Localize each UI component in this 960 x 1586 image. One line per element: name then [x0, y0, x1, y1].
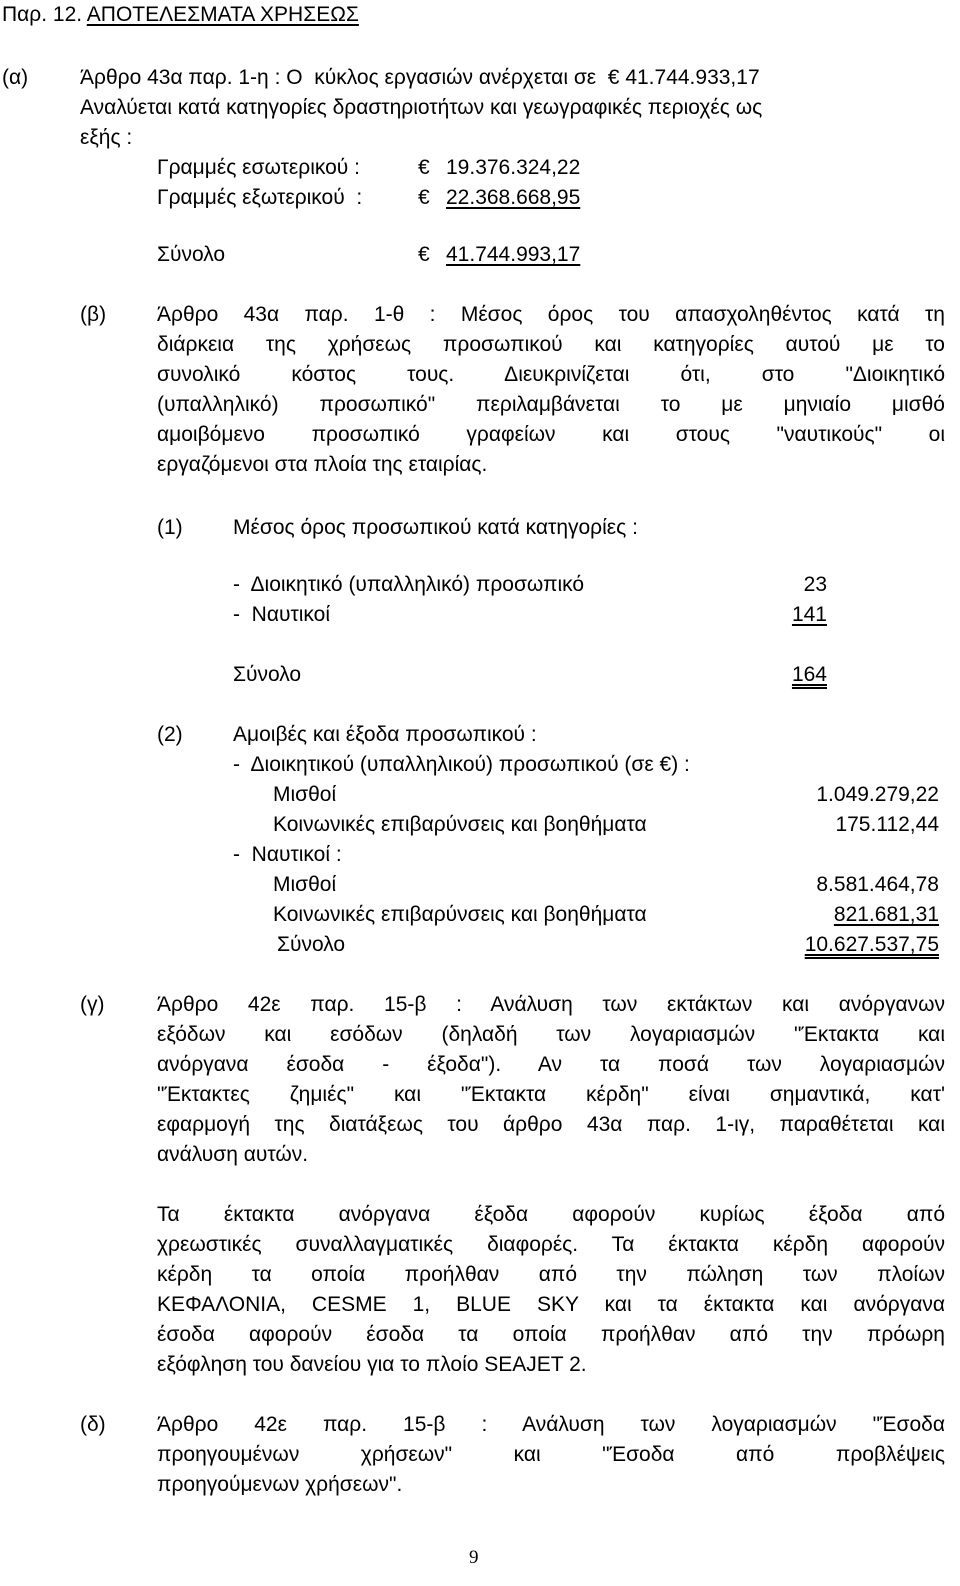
section-c-line-4: "Έκτακτες ζημιές" και "Έκτακτα κέρδη" είναι σημαντικά, κατ' [157, 1083, 945, 1106]
domestic-lines-currency: € [418, 156, 430, 179]
cost-total-label: Σύνολο [277, 933, 346, 956]
seamen-count: 141 [791, 603, 827, 626]
section-c-p2-line-5: έσοδα αφορούν έσοδα τα οποία προήλθαν από την πρόωρη [157, 1323, 945, 1346]
section-a-line-2: Αναλύεται κατά κατηγορίες δραστηριοτήτων και γεωγραφικές περιοχές ως [80, 96, 763, 119]
admin-social-value: 175.112,44 [835, 813, 939, 836]
section-b-line-4: (υπαλληλικό) προσωπικό" περιλαμβάνεται το με μηνιαίο μισθό [157, 393, 945, 416]
admin-staff-count: 23 [803, 573, 827, 596]
section-a-line-1: Άρθρο 43α παρ. 1-η : Ο κύκλος εργασιών ανέρχεται σε € 41.744.933,17 [80, 66, 760, 89]
domestic-lines-value: 19.376.324,22 [446, 156, 581, 179]
heading-prefix: Παρ. 12. [2, 3, 87, 26]
section-a-line-3: εξής : [80, 126, 133, 149]
admin-social-label: Κοινωνικές επιβαρύνσεις και βοηθήματα [273, 813, 647, 836]
section-d-line-1: Άρθρο 42ε παρ. 15-β : Ανάλυση των λογαριασμών "Έσοδα [157, 1413, 945, 1436]
admin-salaries-value: 1.049.279,22 [816, 783, 939, 806]
subsection-2-number: (2) [157, 723, 183, 746]
section-c-line-6: ανάλυση αυτών. [157, 1143, 309, 1166]
heading-title: ΑΠΟΤΕΛΕΣΜΑΤΑ ΧΡΗΣΕΩΣ [86, 3, 359, 26]
turnover-total-label: Σύνολο [157, 243, 226, 266]
section-d-line-3: προηγούμενων χρήσεων". [157, 1473, 403, 1496]
turnover-total-currency: € [418, 243, 430, 266]
admin-cost-heading: - Διοικητικού (υπαλληλικού) προσωπικού (σε €) : [233, 753, 690, 776]
section-d-label: (δ) [80, 1413, 106, 1436]
section-c-p2-line-3: κέρδη τα οποία προήλθαν από την πώληση των πλοίων [157, 1263, 945, 1286]
seamen-social-value: 821.681,31 [833, 903, 939, 926]
section-c-line-1: Άρθρο 42ε παρ. 15-β : Ανάλυση των εκτάκτων και ανόργανων [157, 993, 945, 1016]
seamen-label: - Ναυτικοί [233, 603, 331, 626]
section-b-line-1: Άρθρο 43α παρ. 1-θ : Μέσος όρος του απασχοληθέντος κατά τη [157, 303, 945, 326]
section-c-line-3: ανόργανα έσοδα - έξοδα"). Αν τα ποσά των λογαριασμών [157, 1053, 945, 1076]
admin-salaries-label: Μισθοί [273, 783, 337, 806]
section-c-label: (γ) [80, 993, 105, 1016]
page-number: 9 [469, 1547, 479, 1568]
cost-total-value: 10.627.537,75 [804, 933, 939, 956]
domestic-lines-label: Γραμμές εσωτερικού : [157, 156, 360, 179]
section-c-p2-line-4: ΚΕΦΑΛΟΝΙΑ, CESME 1, BLUE SKY και τα έκτακτα και ανόργανα [157, 1293, 945, 1316]
staff-total-label: Σύνολο [233, 663, 302, 686]
section-c-p2-line-2: χρεωστικές συναλλαγματικές διαφορές. Τα έκτακτα κέρδη αφορούν [157, 1233, 945, 1256]
foreign-lines-currency: € [418, 186, 430, 209]
seamen-social-label: Κοινωνικές επιβαρύνσεις και βοηθήματα [273, 903, 647, 926]
section-b-label: (β) [80, 303, 107, 326]
foreign-lines-value: 22.368.668,95 [446, 186, 581, 209]
admin-staff-label: - Διοικητικό (υπαλληλικό) προσωπικό [233, 573, 585, 596]
section-b-line-5: αμοιβόμενο προσωπικό γραφείων και στους "ναυτικούς" οι [157, 423, 945, 446]
subsection-2-title: Αμοιβές και έξοδα προσωπικού : [233, 723, 537, 746]
section-c-p2-line-1: Τα έκτακτα ανόργανα έξοδα αφορούν κυρίως έξοδα από [157, 1203, 945, 1226]
seamen-cost-heading: - Ναυτικοί : [233, 843, 342, 866]
section-c-p2-line-6: εξόφληση του δανείου για το πλοίο SEAJET 2. [157, 1353, 587, 1376]
staff-total-count: 164 [791, 663, 827, 686]
section-b-line-6: εργαζόμενοι στα πλοία της εταιρίας. [157, 453, 488, 476]
seamen-salaries-label: Μισθοί [273, 873, 337, 896]
subsection-1-title: Μέσος όρος προσωπικού κατά κατηγορίες : [233, 516, 638, 539]
foreign-lines-label: Γραμμές εξωτερικού : [157, 186, 363, 209]
subsection-1-number: (1) [157, 516, 183, 539]
section-b-line-2: διάρκεια της χρήσεως προσωπικού και κατηγορίες αυτού με το [157, 333, 945, 356]
section-c-line-5: εφαρμογή της διατάξεως του άρθρο 43α παρ. 1-ιγ, παραθέτεται και [157, 1113, 945, 1136]
section-c-line-2: εξόδων και εσόδων (δηλαδή των λογαριασμών "Έκτακτα και [157, 1023, 945, 1046]
turnover-total-value: 41.744.993,17 [446, 243, 581, 266]
page-heading [2, 4, 359, 25]
seamen-salaries-value: 8.581.464,78 [816, 873, 939, 896]
section-a-label: (α) [2, 66, 29, 89]
section-d-line-2: προηγουμένων χρήσεων" και "Έσοδα από προβλέψεις [157, 1443, 945, 1466]
section-b-line-3: συνολικό κόστος τους. Διευκρινίζεται ότι, στο "Διοικητικό [157, 363, 945, 386]
